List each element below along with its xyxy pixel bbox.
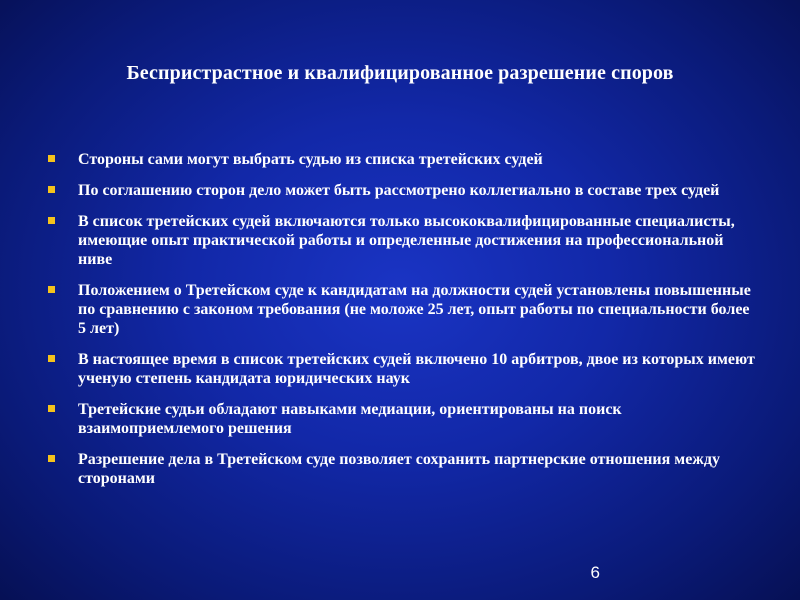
square-bullet-icon bbox=[48, 217, 55, 224]
bullet-item bbox=[48, 181, 758, 200]
bullet-item bbox=[48, 450, 758, 488]
bullet-item bbox=[48, 281, 758, 338]
square-bullet-icon bbox=[48, 405, 55, 412]
bullet-text: В список третейских судей включаются только высококвалифицированные специалисты, имеющие опыт практической работы и определенные достижения на профессиональной ниве bbox=[78, 213, 735, 268]
bullet-text: Стороны сами могут выбрать судью из списка третейских судей bbox=[78, 151, 543, 168]
bullet-text: По соглашению сторон дело может быть рассмотрено коллегиально в составе трех судей bbox=[78, 182, 720, 199]
slide-title: Беспристрастное и квалифицированное разрешение споров bbox=[126, 62, 674, 84]
square-bullet-icon bbox=[48, 155, 55, 162]
square-bullet-icon bbox=[48, 455, 55, 462]
bullet-item bbox=[48, 350, 758, 388]
page-number: 6 bbox=[590, 563, 600, 582]
square-bullet-icon bbox=[48, 186, 55, 193]
bullet-list bbox=[48, 150, 758, 500]
square-bullet-icon bbox=[48, 286, 55, 293]
bullet-text: Разрешение дела в Третейском суде позволяет сохранить партнерские отношения между сторонами bbox=[78, 451, 720, 487]
bullet-item bbox=[48, 400, 758, 438]
bullet-item bbox=[48, 212, 758, 269]
bullet-text: Положением о Третейском суде к кандидатам на должности судей установлены повышенные по сравнению с законом требования (не моложе 25 лет, опыт работы по специальности более 5 лет) bbox=[78, 282, 751, 337]
bullet-text: Третейские судьи обладают навыками медиации, ориентированы на поиск взаимоприемлемого решения bbox=[78, 401, 622, 437]
bullet-text: В настоящее время в список третейских судей включено 10 арбитров, двое из которых имеют ученую степень кандидата юридических наук bbox=[78, 351, 755, 387]
square-bullet-icon bbox=[48, 355, 55, 362]
bullet-item bbox=[48, 150, 758, 169]
